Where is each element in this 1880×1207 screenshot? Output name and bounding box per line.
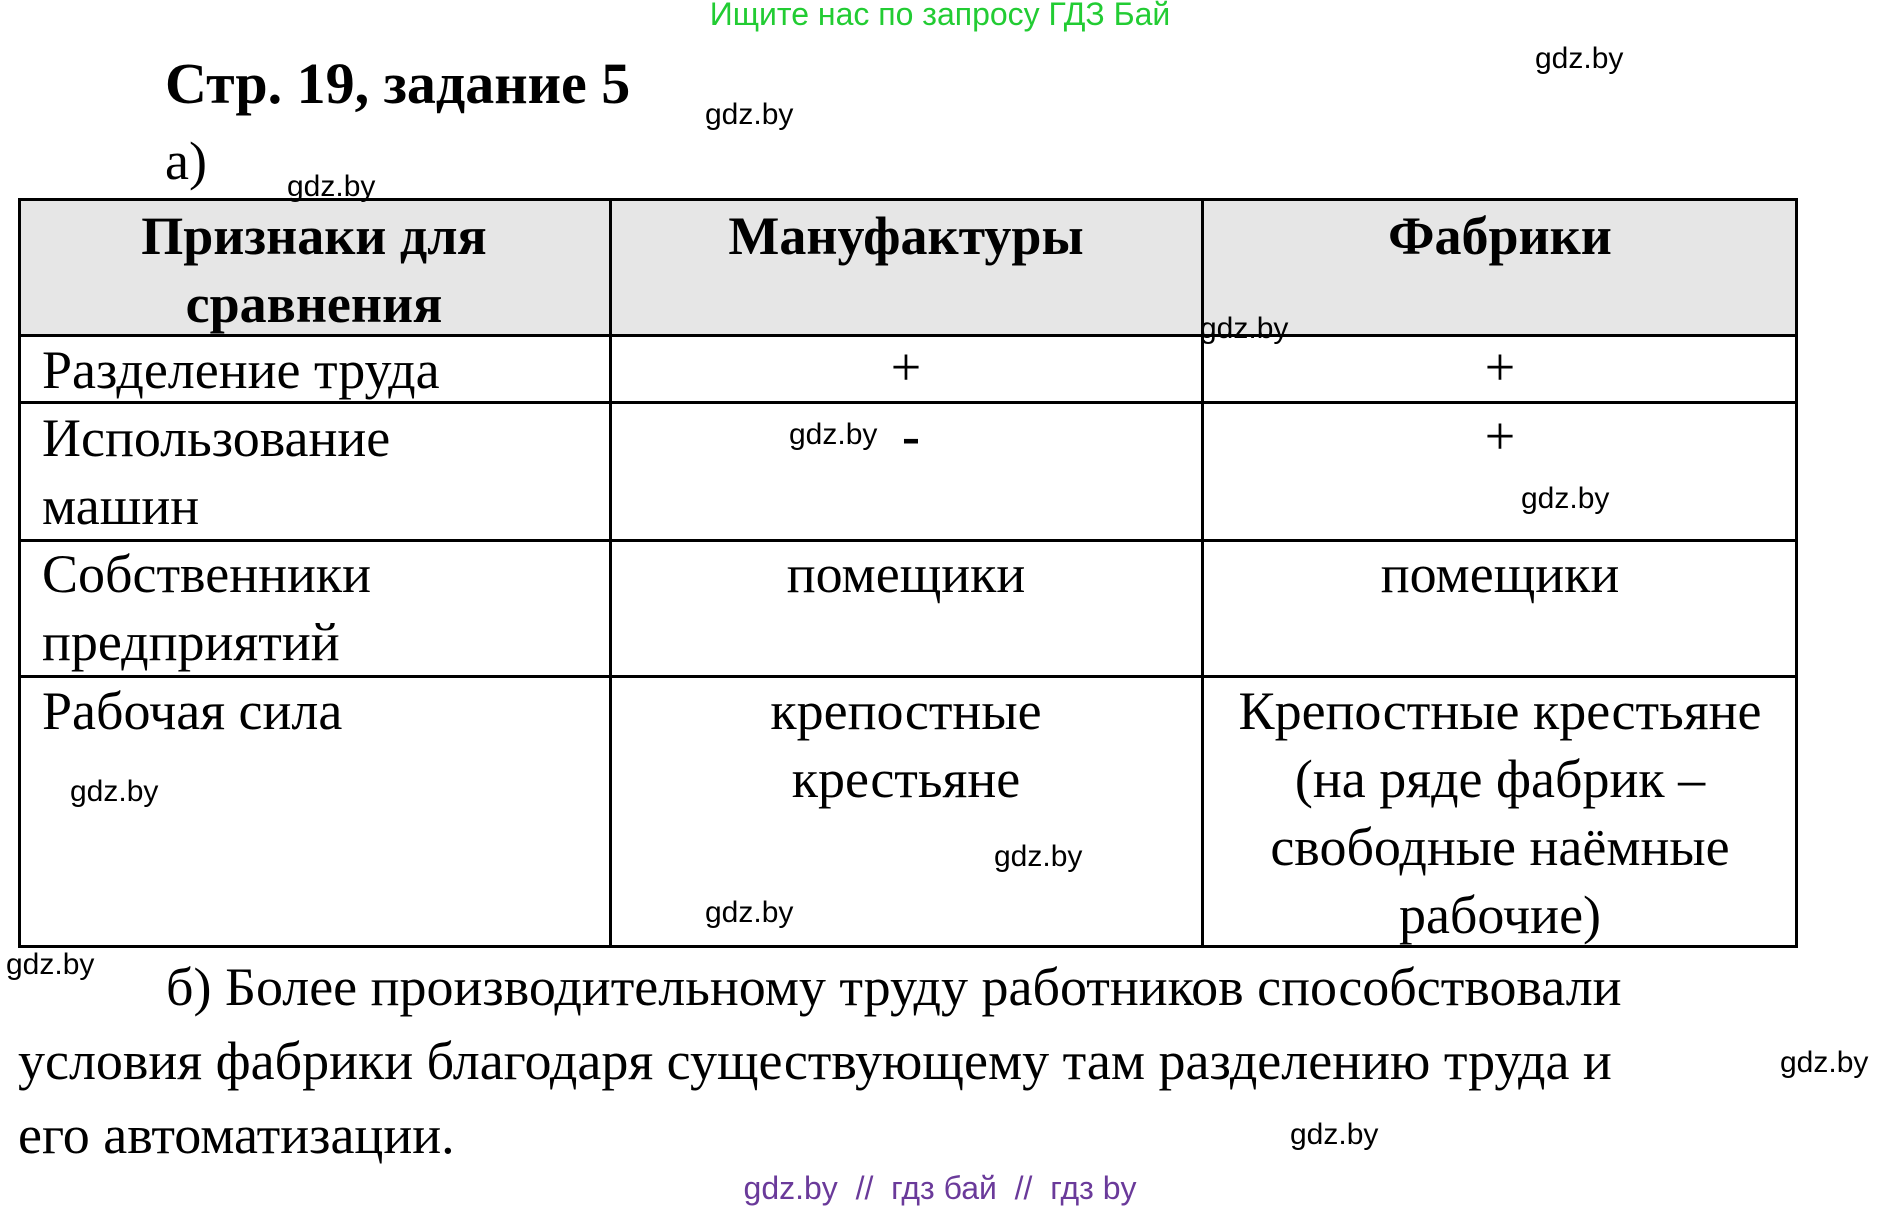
table-col-divider-2 <box>1201 198 1204 948</box>
table-row-4-manufactories: крепостные крестьяне <box>770 681 1042 809</box>
part-a-label: а) <box>165 131 207 191</box>
watermark: gdz.by <box>994 840 1083 873</box>
table-row-1-factories: + <box>1484 337 1516 397</box>
table-row-4-factories: Крепостные крестьяне (на ряде фабрик – свободные наёмные рабочие) <box>1238 681 1762 945</box>
search-banner[interactable]: Ищите нас по запросу ГДЗ Бай <box>709 0 1171 32</box>
table-row-divider-2 <box>18 401 1798 404</box>
table-row-divider-3 <box>18 539 1798 542</box>
table-row-1-manufactories: + <box>890 337 922 397</box>
part-b-line-1: б) Более производительному труду работников способствовали <box>166 957 1622 1017</box>
table-row-2-factories: + <box>1484 406 1516 466</box>
header-criteria-text: Признаки для сравнения <box>141 206 487 334</box>
watermark: gdz.by <box>1290 1118 1379 1151</box>
watermark: gdz.by <box>705 896 794 929</box>
watermark: gdz.by <box>6 948 95 981</box>
header-manufactories-text: Мануфактуры <box>728 206 1084 266</box>
watermark: gdz.by <box>1780 1046 1869 1079</box>
watermark: gdz.by <box>70 775 159 808</box>
table-row-3-manufactories: помещики <box>786 544 1026 604</box>
table-row-4-criteria: Рабочая сила <box>42 681 343 741</box>
table-row-2-manufactories: - <box>902 406 920 466</box>
part-b-line-2: условия фабрики благодаря существующему там разделению труда и <box>18 1031 1612 1091</box>
watermark: gdz.by <box>287 170 376 203</box>
watermark: gdz.by <box>705 98 794 131</box>
footer-links[interactable]: gdz.by // гдз бай // гдз by <box>743 1170 1137 1206</box>
table-border <box>18 198 1798 948</box>
part-b-line-3: его автоматизации. <box>18 1105 455 1165</box>
watermark: gdz.by <box>1521 482 1610 515</box>
header-factories-text: Фабрики <box>1388 206 1612 266</box>
table-row-3-factories: помещики <box>1380 544 1620 604</box>
table-row-1-criteria: Разделение труда <box>42 340 440 400</box>
table-row-divider-4 <box>18 675 1798 678</box>
watermark: gdz.by <box>1200 312 1289 345</box>
watermark: gdz.by <box>1535 42 1624 75</box>
table-row-2-criteria: Использование машин <box>42 408 391 536</box>
comparison-table <box>18 198 1798 948</box>
watermark: gdz.by <box>789 418 878 451</box>
page-title: Стр. 19, задание 5 <box>165 51 631 116</box>
table-row-3-criteria: Собственники предприятий <box>42 544 372 672</box>
table-row-divider-1 <box>18 334 1798 337</box>
table-col-divider-1 <box>609 198 612 948</box>
